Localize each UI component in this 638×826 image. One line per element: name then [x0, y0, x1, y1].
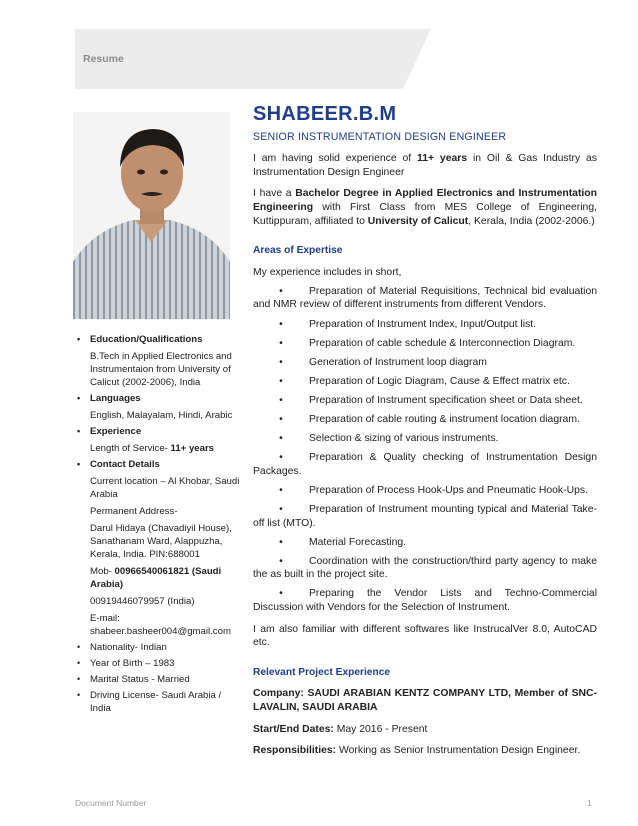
- candidate-name: SHABEER.B.M: [253, 103, 397, 125]
- expertise-item: • Preparing the Vendor Lists and Techno-Commercial Discussion with Vendors for the Selection of Instrument.: [253, 588, 597, 614]
- projects-heading: Relevant Project Experience: [253, 666, 391, 678]
- header-banner: [75, 29, 431, 89]
- education-text: B.Tech in Applied Electronics and Instrumentaion from University of Calicut (2002-2006), India: [90, 351, 232, 388]
- expertise-item: • Selection & sizing of various instruments.: [279, 433, 499, 445]
- birth-year: • Year of Birth – 1983: [74, 657, 242, 670]
- expertise-item: • Generation of Instrument loop diagram: [279, 356, 487, 368]
- permanent-address: Darul Hidaya (Chavadiyil House), Sanathanam Ward, Alappuzha, Kerala, India. PIN:688001: [90, 523, 232, 560]
- footer-document-number: Document Number: [75, 798, 147, 808]
- expertise-item: • Preparation of Logic Diagram, Cause & Effect matrix etc.: [279, 375, 570, 387]
- current-location: Current location – Al Khobar, Saudi Arabia: [90, 476, 240, 500]
- email-label: E-mail:: [90, 613, 120, 624]
- expertise-intro: My experience includes in short,: [253, 266, 402, 278]
- expertise-item: • Preparation of Material Requisitions, Technical bid evaluation and NMR review of different instruments from different Vendors.: [253, 285, 597, 311]
- driving-license: • Driving License- Saudi Arabia / India: [74, 689, 242, 715]
- banner-label: Resume: [83, 53, 124, 65]
- footer-page-number: 1: [587, 798, 592, 808]
- languages-heading: • Languages: [74, 392, 242, 405]
- expertise-item: • Preparation & Quality checking of Instrumentation Design Packages.: [253, 452, 597, 477]
- experience-heading: • Experience: [74, 425, 242, 438]
- summary-experience: I am having solid experience of 11+ years in Oil & Gas Industry as Instrumentation Design Engineer: [253, 153, 597, 178]
- phone-india: 00919446079957 (India): [90, 596, 195, 607]
- profile-photo: [73, 112, 230, 319]
- expertise-item: • Preparation of Instrument mounting typical and Material Take-off list (MTO).: [253, 503, 597, 529]
- education-heading: • Education/Qualifications: [74, 333, 242, 346]
- expertise-heading: Areas of Expertise: [253, 245, 343, 257]
- experience-text: Length of Service- 11+ years: [90, 443, 215, 454]
- expertise-item: • Preparation of Instrument Index, Input/Output list.: [279, 318, 536, 330]
- nationality: • Nationality- Indian: [74, 641, 242, 654]
- mobile-number: Mob- 00966540061821 (Saudi Arabia): [90, 566, 222, 590]
- project-responsibilities: Responsibilities: Working as Senior Instrumentation Design Engineer.: [253, 745, 581, 757]
- expertise-item: • Preparation of Instrument specification sheet or Data sheet.: [279, 394, 583, 406]
- expertise-item: • Preparation of cable routing & instrument location diagram.: [279, 414, 580, 425]
- expertise-item: • Coordination with the construction/third party agency to make the as built in the project site.: [253, 555, 597, 581]
- summary-education: I have a Bachelor Degree in Applied Electronics and Instrumentation Engineering with First Class from MES College of Engineering, Kuttippuram, affiliated to University of Calicut, Kerala, India (2002-2006.): [253, 188, 597, 227]
- expertise-item: • Preparation of Process Hook-Ups and Pneumatic Hook-Ups.: [279, 484, 588, 496]
- main-content: [253, 103, 597, 758]
- languages-text: English, Malayalam, Hindi, Arabic: [90, 410, 233, 421]
- email-address[interactable]: shabeer.basheer004@gmail.com: [90, 626, 231, 637]
- expertise-list: [253, 285, 597, 615]
- marital-status: • Marital Status - Married: [74, 673, 242, 686]
- permanent-address-label: Permanent Address-: [90, 506, 178, 517]
- contact-heading: • Contact Details: [74, 458, 242, 471]
- expertise-item: • Material Forecasting.: [279, 536, 407, 548]
- sidebar: [74, 330, 242, 715]
- expertise-item: • Preparation of cable schedule & Interconnection Diagram.: [279, 337, 576, 349]
- project-dates: Start/End Dates: May 2016 - Present: [253, 723, 428, 735]
- software-note: I am also familiar with different softwares like InstrucalVer 8.0, AutoCAD etc.: [253, 623, 597, 649]
- project-company: Company: SAUDI ARABIAN KENTZ COMPANY LTD, Member of SNC-LAVALIN, SAUDI ARABIA: [253, 688, 597, 713]
- job-title: SENIOR INSTRUMENTATION DESIGN ENGINEER: [253, 130, 507, 143]
